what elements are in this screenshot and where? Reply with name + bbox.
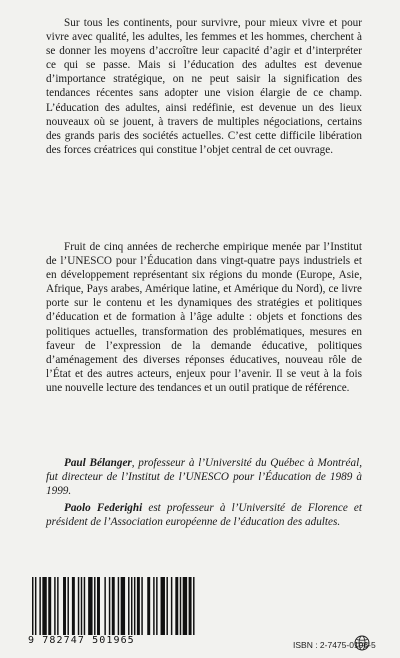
- barcode-bar: [175, 577, 178, 635]
- barcode-bar: [32, 577, 33, 635]
- barcode-bar: [112, 577, 115, 635]
- barcode-bar: [57, 577, 58, 635]
- barcode-bar: [134, 577, 135, 635]
- author-description: , professeur à l’Université du Québec à Montréal, fut directeur de l’Institut de l’UNESCO pour l’Éducation de 1989 à 1999.: [46, 457, 362, 498]
- barcode-bar: [180, 577, 181, 635]
- barcode-bar: [67, 577, 68, 635]
- barcode-bar: [118, 577, 119, 635]
- barcode-bar: [183, 577, 187, 635]
- paragraph-research: Fruit de cinq années de recherche empirique menée par l’Institut de l’UNESCO pour l’Éducation dans vingt-quatre pays industriels et en développement représentant six régions du monde (Europe, Asie, Afrique, Pays arabes, Amérique latine, et Amérique du Nord), ce livre porte sur le contenu et les dynamiques des stratégies et politiques d’éducation et de formation à l’âge adulte : objets et fonctions des politiques actuelles, transformation des problématiques, mesures en faveur de l’expression de la demande éducative, politiques d’aménagement des diverses réponses éducatives, nouveau rôle de l’État et des autres acteurs, enjeux pour l’avenir. Il se veut à la fois une nouvelle lecture des tendances et un outil pratique de référence.: [46, 241, 362, 394]
- barcode-bar: [137, 577, 140, 635]
- barcode-bar: [189, 577, 192, 635]
- barcode-bar: [81, 577, 82, 635]
- barcode-bar: [193, 577, 194, 635]
- barcode-bar: [72, 577, 75, 635]
- barcode-bar: [141, 577, 142, 635]
- barcode-digits: 9 782747 501965: [28, 635, 135, 646]
- barcode-bar: [48, 577, 51, 635]
- barcode-bar: [171, 577, 172, 635]
- author-description: est professeur à l’Université de Florence et président de l’Association européenne de l’éducation des adultes.: [46, 502, 362, 529]
- barcode-bar: [109, 577, 110, 635]
- barcode-bar: [156, 577, 157, 635]
- isbn-label: ISBN : 2-7475-0196-5: [293, 640, 376, 650]
- barcode-bar: [78, 577, 79, 635]
- barcode-bar: [97, 577, 100, 635]
- author-name: Paul Bélanger: [64, 457, 132, 469]
- globe-icon: [354, 635, 370, 651]
- barcode-bar: [121, 577, 125, 635]
- barcode-bar: [94, 577, 95, 635]
- barcode-bar: [63, 577, 66, 635]
- barcode-bar: [84, 577, 85, 635]
- barcode: [32, 577, 196, 635]
- barcode-bar: [35, 577, 36, 635]
- barcode-bar: [153, 577, 154, 635]
- author-name: Paolo Federighi: [64, 502, 143, 514]
- barcode-bar: [104, 577, 105, 635]
- author-bio-federighi: [46, 501, 362, 529]
- barcode-bar: [42, 577, 46, 635]
- barcode-area: [0, 549, 400, 658]
- barcode-bar: [39, 577, 40, 635]
- barcode-bar: [147, 577, 150, 635]
- paragraph-intro: Sur tous les continents, pour survivre, pour mieux vivre et pour vivre avec qualité, les adultes, les femmes et les hommes, cherchent à se donner les moyens d’accroître leur capacité d’agir et d’interpréter ce qui se passe. Mais si l’éducation des adultes est devenue d’importance stratégique, on ne peut saisir la signification des tendances récentes sans adopter une vision élargie de ce champ. L’éducation des adultes, ainsi redéfinie, est devenue un des lieux nouveaux où se jouent, à travers de multiples négociations, certains des grands paris des sociétés actuelles. C’est cette difficile libération des forces créatrices qui constitue l’objet central de cet ouvrage.: [46, 17, 362, 156]
- barcode-bar: [166, 577, 167, 635]
- author-bio-belanger: [46, 456, 362, 498]
- barcode-bar: [131, 577, 132, 635]
- barcode-bar: [128, 577, 129, 635]
- barcode-bar: [54, 577, 55, 635]
- barcode-bar: [88, 577, 92, 635]
- barcode-bar: [161, 577, 165, 635]
